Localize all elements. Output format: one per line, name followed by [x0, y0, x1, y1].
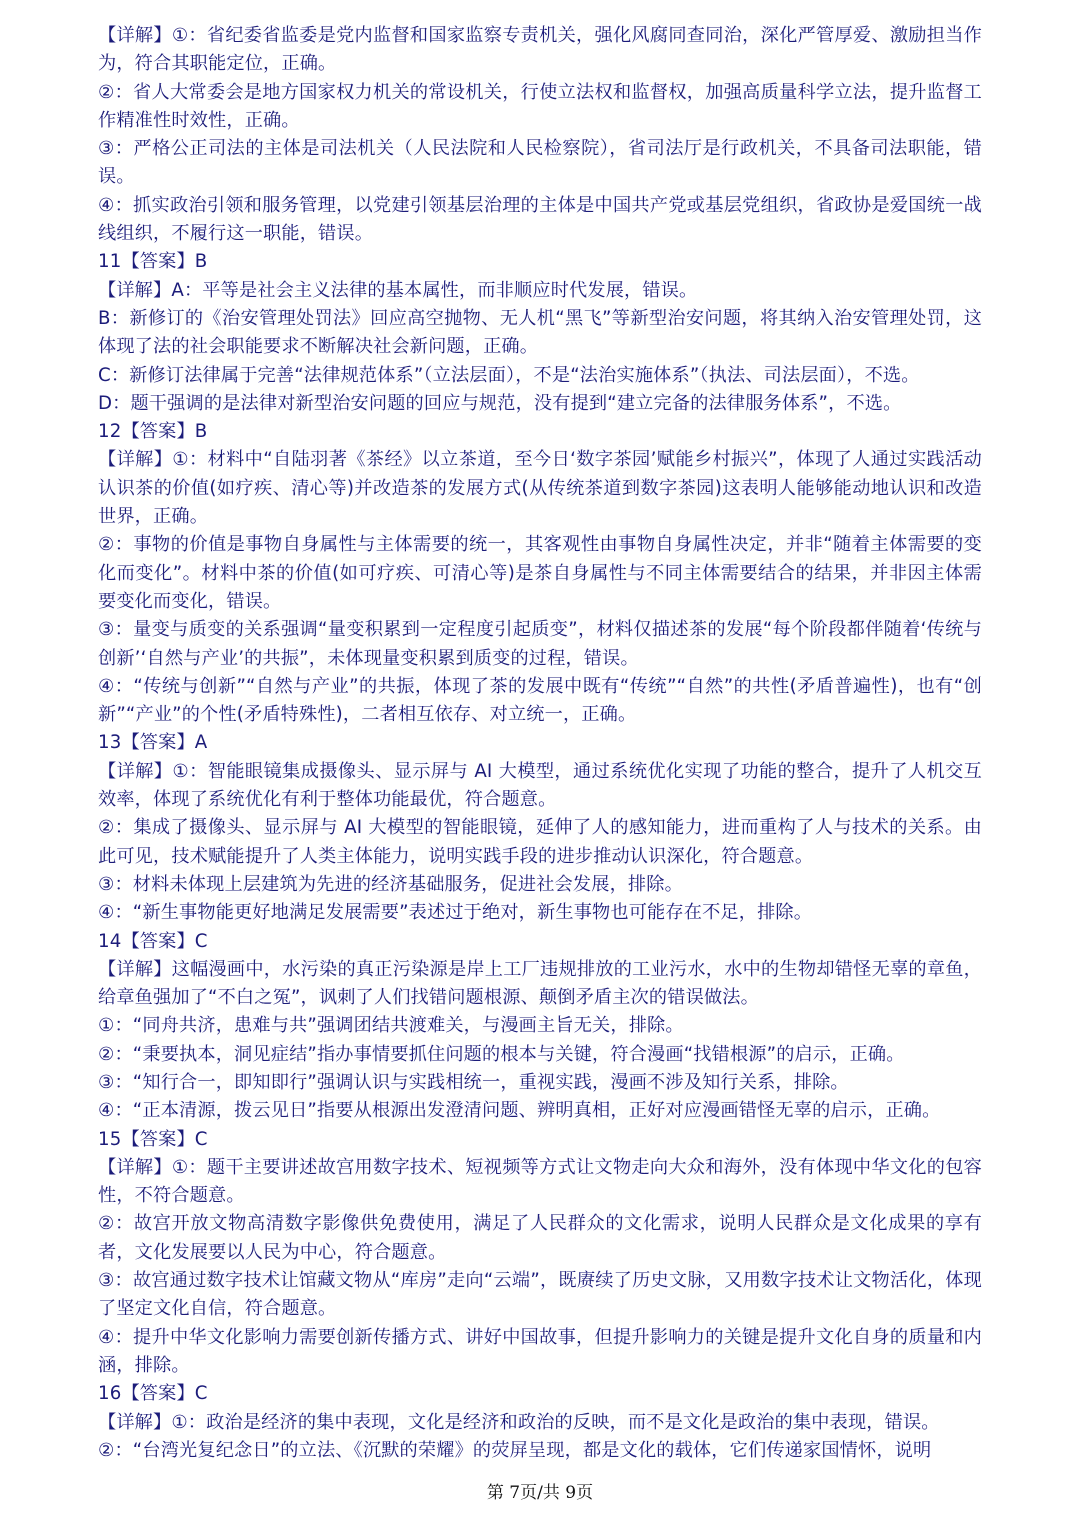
paragraph-13-detail-2: ②：集成了摄像头、显示屏与 AI 大模型的智能眼镜，延伸了人的感知能力，进而重构了人与技术的关系。由此可见，技术赋能提升了人类主体能力，说明实践手段的进步推动认识深化，符合题意。: [98, 817, 982, 867]
paragraph-13-detail-3: ③：材料未体现上层建筑为先进的经济基础服务，促进社会发展，排除。: [98, 873, 683, 895]
paragraph-14-detail-3: ③：“知行合一，即知即行”强调认识与实践相统一，重视实践，漫画不涉及知行关系，排除。: [98, 1071, 849, 1093]
answer-14: 14【答案】C: [98, 930, 208, 952]
paragraph-10-detail-3: ③：严格公正司法的主体是司法机关（人民法院和人民检察院），省司法厅是行政机关，不具备司法职能，错误。: [98, 138, 982, 188]
answer-11: 11【答案】B: [98, 251, 208, 273]
paragraph-14-detail-2: ②：“秉要执本，洞见症结”指办事情要抓住问题的根本与关键，符合漫画“找错根源”的启示，正确。: [98, 1043, 905, 1065]
paragraph-12-detail-2: ②：事物的价值是事物自身属性与主体需要的统一，其客观性由事物自身属性决定，并非“随着主体需要的变化而变化”。材料中茶的价值(如可疗疾、可清心等)是茶自身属性与不同主体需要结合的结果，并非因主体需要变化而变化，错误。: [98, 534, 982, 612]
answer-12: 12【答案】B: [98, 421, 208, 443]
answer-13: 13【答案】A: [98, 732, 208, 754]
paragraph-11-detail-d: D：题干强调的是法律对新型治安问题的回应与规范，没有提到“建立完备的法律服务体系”，不选。: [98, 392, 902, 414]
paragraph-14-detail-4: ④：“正本清源，拨云见日”指要从根源出发澄清问题、辨明真相，正好对应漫画错怪无辜的启示，正确。: [98, 1100, 941, 1122]
paragraph-16-detail-2: ②：“台湾光复纪念日”的立法、《沉默的荣耀》的荧屏呈现，都是文化的载体，它们传递家国情怀，说明: [98, 1439, 932, 1461]
paragraph-12-detail-1: 【详解】①：材料中“自陆羽著《茶经》以立茶道，至今日‘数字茶园’赋能乡村振兴”，体现了人通过实践活动认识茶的价值(如疗疾、清心等)并改造茶的发展方式(从传统茶道到数字茶园)这表明人能够能动地认识和改造世界，正确。: [98, 449, 982, 528]
paragraph-15-detail-2: ②：故宫开放文物高清数字影像供免费使用，满足了人民群众的文化需求，说明人民群众是文化成果的享有者，文化发展要以人民为中心，符合题意。: [98, 1213, 982, 1263]
paragraph-11-detail-b: B：新修订的《治安管理处罚法》回应高空抛物、无人机“黑飞”等新型治安问题，将其纳入治安管理处罚，这体现了法的社会职能要求不断解决社会新问题，正确。: [98, 307, 982, 358]
paragraph-13-detail-1: 【详解】①：智能眼镜集成摄像头、显示屏与 AI 大模型，通过系统优化实现了功能的整合，提升了人机交互效率，体现了系统优化有利于整体功能最优，符合题意。: [98, 760, 982, 811]
page-footer: 第 7页/共 9页: [486, 1483, 594, 1503]
paragraph-11-detail-c: C：新修订法律属于完善“法律规范体系”（立法层面），不是“法治实施体系”（执法、司法层面），不选。: [98, 364, 920, 386]
paragraph-15-detail-1: 【详解】①：题干主要讲述故宫用数字技术、短视频等方式让文物走向大众和海外，没有体现中华文化的包容性，不符合题意。: [98, 1156, 982, 1207]
paragraph-10-detail-4: ④：抓实政治引领和服务管理，以党建引领基层治理的主体是中国共产党或基层党组织，省政协是爱国统一战线组织，不履行这一职能，错误。: [98, 194, 982, 245]
paragraph-16-detail-1: 【详解】①：政治是经济的集中表现，文化是经济和政治的反映，而不是文化是政治的集中表现，错误。: [98, 1411, 940, 1433]
paragraph-12-detail-4: ④：“传统与创新”“自然与产业”的共振，体现了茶的发展中既有“传统”“自然”的共性(矛盾普遍性)，也有“创新”“产业”的个性(矛盾特殊性)，二者相互依存、对立统一，正确。: [98, 675, 982, 726]
paragraph-15-detail-3: ③：故宫通过数字技术让馆藏文物从“库房”走向“云端”，既赓续了历史文脉，又用数字技术让文物活化，体现了坚定文化自信，符合题意。: [98, 1270, 982, 1320]
paragraph-10-detail-1: 【详解】①：省纪委省监委是党内监督和国家监察专责机关，强化风腐同查同治，深化严管厚爱、激励担当作为，符合其职能定位，正确。: [98, 25, 982, 75]
paragraph-15-detail-4: ④：提升中华文化影响力需要创新传播方式、讲好中国故事，但提升影响力的关键是提升文化自身的质量和内涵，排除。: [98, 1326, 982, 1376]
paragraph-10-detail-2: ②：省人大常委会是地方国家权力机关的常设机关，行使立法权和监督权，加强高质量科学立法，提升监督工作精准性时效性，正确。: [98, 81, 982, 131]
paragraph-13-detail-4: ④：“新生事物能更好地满足发展需要”表述过于绝对，新生事物也可能存在不足，排除。: [98, 902, 813, 924]
paragraph-12-detail-3: ③：量变与质变的关系强调“量变积累到一定程度引起质变”，材料仅描述茶的发展“每个阶段都伴随着‘传统与创新’‘自然与产业’的共振”，未体现量变积累到质变的过程，错误。: [98, 619, 982, 669]
paragraph-11-detail-a: 【详解】A：平等是社会主义法律的基本属性，而非顺应时代发展，错误。: [98, 279, 698, 301]
answer-16: 16【答案】C: [98, 1383, 208, 1405]
paragraph-14-detail-1: ①：“同舟共济，患难与共”强调团结共渡难关，与漫画主旨无关，排除。: [98, 1015, 684, 1037]
answer-15: 15【答案】C: [98, 1128, 208, 1150]
paragraph-14-detail-intro: 【详解】这幅漫画中，水污染的真正污染源是岸上工厂违规排放的工业污水，水中的生物却错怪无辜的章鱼，给章鱼强加了“不白之冤”，讽刺了人们找错问题根源、颠倒矛盾主次的错误做法。: [98, 958, 982, 1009]
